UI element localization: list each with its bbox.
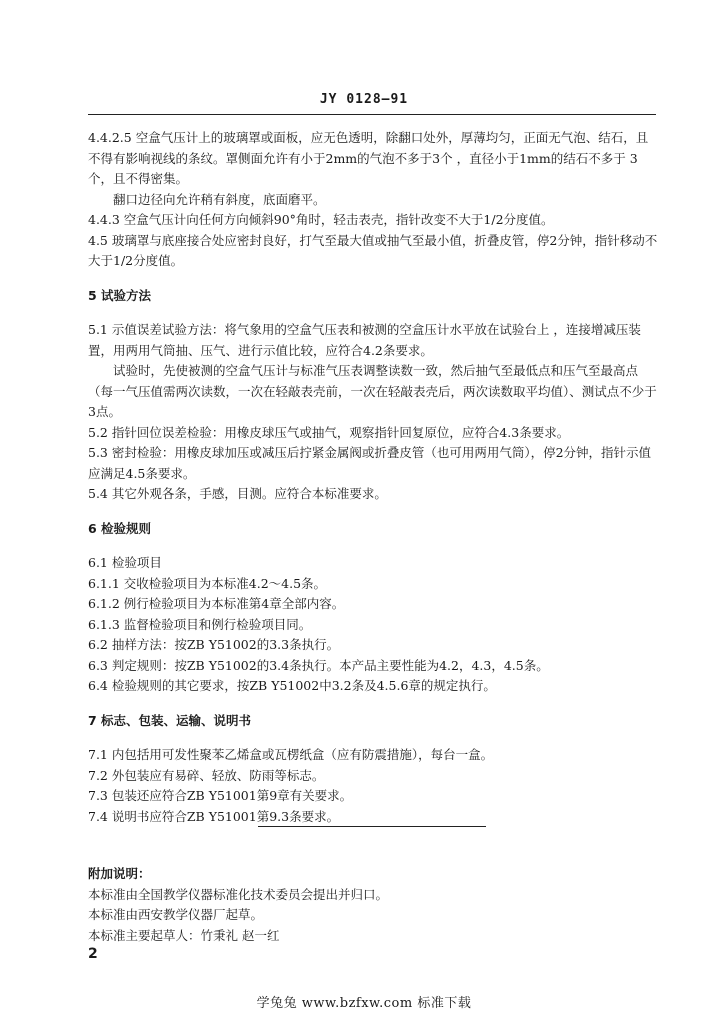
additional-note-line: 本标准由全国教学仪器标准化技术委员会提出并归口。 <box>88 886 389 902</box>
section-5-title: 5 试验方法 <box>88 287 152 303</box>
clause-4-4-2-5: 4.4.2.5 空盒气压计上的玻璃罩或面板，应无色透明，除翻口处外，厚薄均匀，正面无气泡、结石，且不得有影响视线的条纹。罩侧面允许有小于2mm的气泡不多于3个 ，直径小于1mm的结石不多于 3个，且不得密集。 <box>88 130 649 186</box>
section-7-title: 7 标志、包装、运输、说明书 <box>88 712 252 728</box>
clause-6-1-1: 6.1.1 交收检验项目为本标准4.2～4.5条。 <box>88 575 327 591</box>
clause-7-2: 7.2 外包装应有易碎、轻放、防雨等标志。 <box>88 767 325 783</box>
clause-5-4: 5.4 其它外观各条，手感，目测。应符合本标准要求。 <box>88 486 387 501</box>
clause-5-2: 5.2 指针回位误差检验：用橡皮球压气或抽气，观察指针回复原位，应符合4.3条要求。 <box>88 424 570 440</box>
additional-note-line: 本标准由西安教学仪器厂起草。 <box>88 907 264 922</box>
doc-header-code: JY 0128—91 <box>319 92 409 107</box>
clause-6-1: 6.1 检验项目 <box>88 555 162 570</box>
clause-5-3: 5.3 密封检验：用橡皮球加压或减压后拧紧金属阀或折叠皮管（也可用两用气筒），停2分钟，指针示值应满足4.5条要求。 <box>88 445 652 481</box>
clause-6-3: 6.3 判定规则：按ZB Y51002的3.4条执行。本产品主要性能为4.2，4.3，4.5条。 <box>88 657 549 673</box>
clause-5-1: 5.1 示值误差试验方法：将气象用的空盒气压表和被测的空盒压计水平放在试验台上 ，连接增减压装置，用两用气筒抽、压气、进行示值比较，应符合4.2条要求。 <box>88 322 641 358</box>
clause-7-4: 7.4 说明书应符合ZB Y51001第9.3条要求。 <box>88 808 340 824</box>
clause-6-1-3: 6.1.3 监督检验项目和例行检验项目同。 <box>88 616 312 632</box>
clause-4-5: 4.5 玻璃罩与底座接合处应密封良好，打气至最大值或抽气至最小值，折叠皮管，停2分钟，指针移动不大于1/2分度值。 <box>88 232 658 268</box>
clause-6-2: 6.2 抽样方法：按ZB Y51002的3.3条执行。 <box>88 637 340 652</box>
section-6-title: 6 检验规则 <box>88 520 152 536</box>
page-number: 2 <box>88 946 98 962</box>
clause-6-1-2: 6.1.2 例行检验项目为本标准第4章全部内容。 <box>88 596 345 611</box>
clause-4-4-3: 4.4.3 空盒气压计向任何方向倾斜90°角时，轻击表壳，指针改变不大于1/2分度值。 <box>88 212 554 227</box>
additional-note-line: 本标准主要起草人：竹秉礼 赵一红 <box>88 927 280 943</box>
additional-notes <box>88 864 648 946</box>
end-rule <box>258 826 486 827</box>
document-body <box>88 128 660 827</box>
clause-6-4: 6.4 检验规则的其它要求，按ZB Y51002中3.2条及4.5.6章的规定执行。 <box>88 678 496 693</box>
clause-5-1-procedure: 试验时，先使被测的空盒气压计与标准气压表调整读数一致，然后抽气至最低点和压气至最高点（每一气压值需两次读数，一次在轻敲表壳前，一次在轻敲表壳后，两次读数取平均值）、测试点不少于3点。 <box>88 363 657 419</box>
clause-4-4-2-5-note: 翻口边径向允许稍有斜度，底面磨平。 <box>113 191 326 207</box>
clause-7-3: 7.3 包装还应符合ZB Y51001第9章有关要求。 <box>88 788 353 803</box>
clause-7-1: 7.1 内包括用可发性聚苯乙烯盒或瓦楞纸盒（应有防震措施），每台一盒。 <box>88 747 494 762</box>
additional-notes-title: 附加说明： <box>88 866 151 881</box>
footer-watermark-text: 学兔兔 www.bzfxw.com 标准下载 <box>256 996 472 1011</box>
header-rule <box>88 114 656 115</box>
